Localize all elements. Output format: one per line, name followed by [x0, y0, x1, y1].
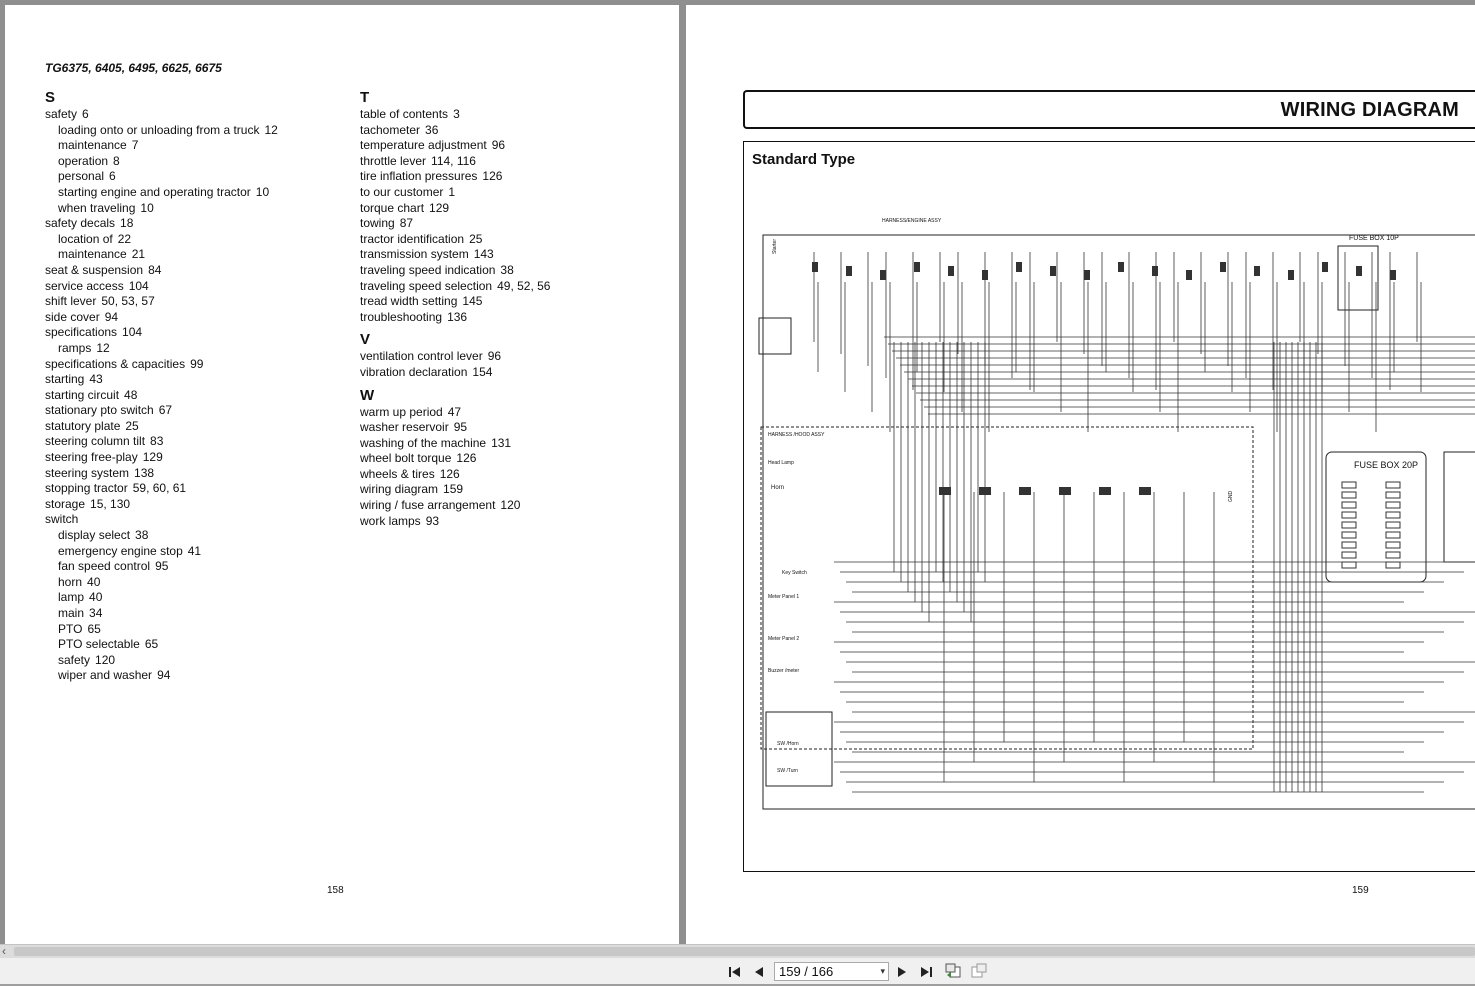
index-term: side cover	[45, 309, 100, 324]
connector	[1152, 266, 1158, 276]
key-switch-label: Key Switch	[782, 570, 807, 576]
index-entry[interactable]	[360, 263, 660, 279]
index-term: when traveling	[58, 200, 136, 215]
index-entry[interactable]	[360, 279, 660, 295]
index-entry[interactable]	[360, 107, 660, 123]
index-entry[interactable]	[45, 372, 345, 388]
index-letter-heading: W	[360, 386, 375, 404]
scrollbar-thumb[interactable]	[14, 947, 1475, 956]
fuse-box-10p-label: FUSE BOX 10P	[1349, 235, 1399, 242]
index-page-ref[interactable]: 1	[448, 184, 456, 199]
fuse-slot	[1342, 562, 1356, 568]
forward-view-icon	[970, 963, 988, 979]
index-page-ref[interactable]: 3	[453, 107, 460, 121]
index-term: wiper and washer	[58, 668, 153, 683]
index-term: steering column tilt	[45, 434, 146, 449]
connector	[1139, 487, 1151, 495]
index-page-ref[interactable]: 6	[82, 107, 89, 121]
index-term: PTO	[58, 621, 83, 636]
index-page-ref[interactable]: 120	[500, 498, 521, 513]
index-subentry[interactable]	[45, 544, 345, 560]
index-term: PTO selectable	[58, 637, 140, 652]
index-page-ref[interactable]: 99	[190, 356, 204, 371]
index-entry[interactable]	[45, 310, 345, 326]
fuse-slot	[1342, 512, 1356, 518]
index-entry[interactable]	[45, 357, 345, 373]
index-term: table of contents	[360, 107, 449, 121]
index-term: ramps	[58, 340, 92, 355]
last-page-button[interactable]	[917, 963, 935, 981]
index-entry[interactable]	[45, 450, 345, 466]
connector	[1059, 487, 1071, 495]
sw-horn-label: SW /Horn	[777, 741, 799, 747]
connector	[1356, 266, 1362, 276]
connector	[1322, 262, 1328, 272]
index-term: fan speed control	[58, 559, 151, 574]
index-entry[interactable]	[360, 482, 660, 498]
index-term: horn	[58, 574, 83, 589]
index-column-s	[45, 89, 345, 684]
fuse-slot	[1386, 512, 1400, 518]
index-entry[interactable]	[45, 388, 345, 404]
index-term: warm up period	[360, 404, 443, 419]
index-term: torque chart	[360, 200, 425, 215]
index-subentry[interactable]	[45, 606, 345, 622]
index-subentry[interactable]	[45, 341, 345, 357]
index-page-ref[interactable]: 154	[472, 364, 493, 379]
index-page-ref[interactable]: 38	[500, 262, 514, 277]
index-entry[interactable]	[360, 185, 660, 201]
index-page-ref[interactable]: 50, 53, 57	[101, 294, 155, 309]
index-page-ref[interactable]: 36	[425, 122, 439, 137]
index-term: towing	[360, 216, 395, 231]
index-term: loading onto or unloading from a truck	[58, 122, 260, 137]
connector	[1220, 262, 1226, 272]
index-entry[interactable]	[45, 434, 345, 450]
last-page-icon	[917, 963, 935, 981]
index-entry[interactable]	[45, 403, 345, 419]
index-term: main	[58, 606, 85, 620]
index-page-ref[interactable]: 22	[117, 231, 132, 246]
index-page-ref[interactable]: 84	[148, 262, 162, 277]
starter-label: Starter	[772, 238, 778, 254]
fuse-slot	[1342, 552, 1356, 558]
index-term: specifications	[45, 325, 118, 340]
right-module-box	[1444, 452, 1475, 562]
index-term: starting engine and operating tractor	[58, 184, 251, 199]
connector	[1288, 270, 1294, 280]
index-subentry[interactable]	[45, 668, 345, 684]
index-term: steering free-play	[45, 450, 138, 465]
index-entry[interactable]	[45, 216, 345, 232]
fuse-slot	[1342, 522, 1356, 528]
index-subentry[interactable]	[45, 201, 345, 217]
index-page-ref[interactable]: 7	[131, 138, 139, 153]
index-page-ref[interactable]: 126	[482, 169, 503, 184]
index-page-ref[interactable]: 41	[187, 543, 202, 558]
index-page-ref[interactable]: 136	[447, 309, 468, 324]
index-term: transmission system	[360, 247, 469, 262]
fuse-box-20p-outline	[1326, 452, 1426, 582]
index-term: shift lever	[45, 294, 97, 309]
index-term: storage	[45, 496, 86, 511]
index-term: stationary pto switch	[45, 403, 154, 418]
index-page-ref[interactable]: 126	[439, 466, 460, 481]
index-term: washer reservoir	[360, 420, 449, 435]
index-term: wheels & tires	[360, 466, 435, 481]
connector	[1186, 270, 1192, 280]
index-entry[interactable]	[360, 405, 660, 421]
index-entry[interactable]	[360, 467, 660, 483]
index-subentry[interactable]	[45, 622, 345, 638]
index-term: tire inflation pressures	[360, 169, 478, 184]
index-page-ref[interactable]: 25	[125, 418, 139, 433]
index-entry[interactable]	[360, 247, 660, 263]
index-term: troubleshooting	[360, 309, 443, 324]
next-page-icon	[893, 963, 911, 981]
index-term: stopping tractor	[45, 481, 128, 496]
index-term: maintenance	[58, 247, 127, 262]
index-term: personal	[58, 169, 105, 184]
index-page-ref[interactable]: 21	[131, 247, 146, 262]
connector	[1084, 270, 1090, 280]
fuse-slot	[1342, 542, 1356, 548]
index-term: washing of the machine	[360, 435, 487, 450]
index-term: seat & suspension	[45, 262, 144, 277]
index-subentry[interactable]	[45, 637, 345, 653]
index-term: safety	[58, 652, 91, 667]
index-page-ref[interactable]: 129	[429, 200, 450, 215]
index-subentry[interactable]	[45, 247, 345, 263]
index-entry[interactable]	[45, 294, 345, 310]
index-entry[interactable]	[360, 216, 660, 232]
index-term: wheel bolt torque	[360, 451, 452, 466]
fuse-slot	[1386, 552, 1400, 558]
connector	[812, 262, 818, 272]
connector	[880, 270, 886, 280]
index-term: lamp	[58, 590, 85, 605]
connector	[1390, 270, 1396, 280]
page-159	[686, 5, 1475, 944]
index-page-ref[interactable]: 38	[135, 528, 149, 543]
index-entry[interactable]	[360, 498, 660, 514]
index-subentry[interactable]	[45, 123, 345, 139]
connector	[948, 266, 954, 276]
index-page-ref[interactable]: 94	[157, 668, 171, 683]
index-page-ref[interactable]: 40	[89, 590, 103, 605]
index-entry[interactable]	[360, 232, 660, 248]
index-entry[interactable]	[360, 349, 660, 365]
index-subentry[interactable]	[45, 169, 345, 185]
index-page-ref[interactable]: 34	[89, 606, 103, 620]
page-158	[5, 5, 679, 944]
index-term: operation	[58, 153, 109, 168]
index-entry[interactable]	[45, 263, 345, 279]
fuse-slot	[1386, 532, 1400, 538]
index-entry[interactable]	[360, 436, 660, 452]
index-entry[interactable]	[45, 497, 345, 513]
index-term: service access	[45, 278, 124, 293]
index-page-ref[interactable]: 129	[142, 450, 163, 465]
page-number: 159	[1352, 885, 1369, 896]
index-entry[interactable]	[45, 325, 345, 341]
index-subentry[interactable]	[45, 138, 345, 154]
harness-hood-label: HARNESS /HOOD ASSY	[768, 432, 825, 438]
chevron-down-icon: ▾	[880, 966, 885, 976]
index-term: safety decals	[45, 216, 116, 231]
index-entry[interactable]	[360, 514, 660, 530]
index-term: switch	[45, 512, 79, 527]
fuse-slot	[1386, 522, 1400, 528]
index-entry[interactable]	[360, 294, 660, 310]
index-page-ref[interactable]: 43	[89, 372, 103, 387]
connector	[1050, 266, 1056, 276]
head-lamp-label: Head Lamp	[768, 460, 794, 466]
index-page-ref[interactable]: 87	[399, 216, 414, 231]
index-term: tachometer	[360, 122, 421, 137]
gnd-label: GND	[1228, 490, 1234, 502]
index-letter-heading: T	[360, 89, 370, 106]
connector	[982, 270, 988, 280]
go-forward-view-button[interactable]	[970, 963, 988, 979]
index-subentry[interactable]	[45, 528, 345, 544]
connector	[846, 266, 852, 276]
page-select-dropdown[interactable]	[774, 962, 889, 981]
navigation-toolbar	[0, 958, 1475, 984]
connector	[979, 487, 991, 495]
index-term: emergency engine stop	[58, 543, 183, 558]
index-page-ref[interactable]: 131	[491, 435, 512, 450]
index-page-ref[interactable]: 59, 60, 61	[132, 481, 187, 496]
diagram-subtitle: Standard Type	[752, 151, 856, 168]
document-title: TG6375, 6405, 6495, 6625, 6675	[45, 61, 222, 75]
index-page-ref[interactable]: 47	[447, 404, 462, 419]
battery-box	[759, 318, 791, 354]
index-entry[interactable]	[360, 123, 660, 139]
index-subentry[interactable]	[45, 590, 345, 606]
index-page-ref[interactable]: 95	[453, 420, 468, 435]
index-page-ref[interactable]: 6	[109, 169, 116, 184]
index-entry[interactable]	[45, 107, 345, 123]
index-term: tread width setting	[360, 294, 458, 309]
index-page-ref[interactable]: 83	[150, 434, 164, 449]
index-page-ref[interactable]: 104	[122, 325, 143, 340]
index-subentry[interactable]	[45, 185, 345, 201]
index-page-ref[interactable]: 143	[473, 247, 494, 262]
index-term: maintenance	[58, 138, 127, 153]
connector	[1016, 262, 1022, 272]
index-page-ref[interactable]: 145	[462, 294, 483, 309]
fuse-slot	[1386, 492, 1400, 498]
index-subentry[interactable]	[45, 232, 345, 248]
index-term: starting	[45, 372, 85, 387]
back-view-icon	[944, 963, 962, 979]
harness-engine-label: HARNESS/ENGINE ASSY	[882, 218, 942, 224]
buzzer-meter-label: Buzzer /meter	[768, 668, 800, 674]
index-entry[interactable]	[360, 451, 660, 467]
index-page-ref[interactable]: 95	[155, 559, 169, 574]
connector	[1099, 487, 1111, 495]
index-page-ref[interactable]: 65	[144, 637, 159, 652]
index-term: throttle lever	[360, 153, 427, 168]
index-page-ref[interactable]: 25	[469, 231, 483, 246]
index-letter-heading: S	[45, 89, 56, 106]
previous-page-icon	[750, 963, 768, 981]
page-indicator: 159 / 166	[779, 964, 834, 979]
index-term: temperature adjustment	[360, 138, 487, 153]
index-page-ref[interactable]: 18	[120, 216, 134, 231]
index-term: safety	[45, 107, 78, 121]
connector	[1019, 487, 1031, 495]
index-subentry[interactable]	[45, 559, 345, 575]
index-entry[interactable]	[360, 154, 660, 170]
index-page-ref[interactable]: 96	[487, 349, 502, 364]
index-page-ref[interactable]: 49, 52, 56	[497, 278, 551, 293]
index-page-ref[interactable]: 12	[96, 340, 110, 355]
index-entry[interactable]	[45, 481, 345, 497]
fuse-slot	[1342, 492, 1356, 498]
index-entry[interactable]	[360, 138, 660, 154]
index-page-ref[interactable]: 126	[456, 451, 477, 466]
index-page-ref[interactable]: 120	[95, 652, 116, 667]
index-page-ref[interactable]: 67	[158, 403, 173, 418]
wiring-diagram-frame	[743, 141, 1475, 872]
index-term: starting circuit	[45, 387, 120, 402]
first-page-icon	[726, 963, 744, 981]
index-page-ref[interactable]: 96	[491, 138, 506, 153]
index-term: display select	[58, 528, 131, 543]
index-entry[interactable]	[45, 419, 345, 435]
index-column-tvw	[360, 89, 660, 529]
index-page-ref[interactable]: 93	[425, 513, 440, 528]
first-page-button[interactable]	[726, 963, 744, 981]
index-entry[interactable]	[360, 310, 660, 326]
section-title-bar	[743, 90, 1475, 129]
scroll-left-icon[interactable]: ‹	[2, 944, 6, 958]
fuse-slot	[1386, 542, 1400, 548]
index-term: wiring / fuse arrangement	[360, 498, 496, 513]
fuse-slot	[1386, 502, 1400, 508]
index-page-ref[interactable]: 12	[264, 122, 278, 137]
fuse-slot	[1342, 482, 1356, 488]
index-page-ref[interactable]: 104	[128, 278, 149, 293]
section-title: WIRING DIAGRAM	[1280, 99, 1459, 121]
horizontal-scrollbar[interactable]	[0, 944, 1475, 958]
index-entry[interactable]	[360, 169, 660, 185]
fuse-slot	[1386, 562, 1400, 568]
fuse-slot	[1342, 532, 1356, 538]
index-term: specifications & capacities	[45, 356, 186, 371]
connector	[939, 487, 951, 495]
index-subentry[interactable]	[45, 653, 345, 669]
index-term: tractor identification	[360, 231, 465, 246]
index-term: vibration declaration	[360, 364, 468, 379]
index-term: wiring diagram	[360, 482, 439, 497]
index-page-ref[interactable]: 10	[255, 184, 270, 199]
connector	[1254, 266, 1260, 276]
index-term: to our customer	[360, 184, 444, 199]
fuse-box-20p-label: FUSE BOX 20P	[1354, 460, 1419, 470]
previous-page-button[interactable]	[750, 963, 768, 981]
index-subentry[interactable]	[45, 154, 345, 170]
index-entry[interactable]	[45, 512, 345, 528]
index-entry[interactable]	[360, 201, 660, 217]
wiring-diagram	[744, 142, 1475, 873]
connector	[1118, 262, 1124, 272]
index-entry[interactable]	[360, 420, 660, 436]
index-term: work lamps	[360, 513, 421, 528]
index-page-ref[interactable]: 48	[124, 387, 138, 402]
index-term: traveling speed indication	[360, 262, 496, 277]
fuse-slot	[1342, 502, 1356, 508]
index-term: ventilation control lever	[360, 349, 483, 364]
index-entry[interactable]	[360, 365, 660, 381]
index-page-ref[interactable]: 159	[443, 482, 464, 497]
next-page-button[interactable]	[893, 963, 911, 981]
index-term: traveling speed selection	[360, 278, 493, 293]
connector	[914, 262, 920, 272]
index-page-ref[interactable]: 94	[104, 309, 119, 324]
index-entry[interactable]	[45, 466, 345, 482]
index-page-ref[interactable]: 65	[87, 621, 101, 636]
index-page-ref[interactable]: 15, 130	[90, 496, 131, 511]
index-page-ref[interactable]: 138	[134, 465, 155, 480]
sw-turn-label: SW /Turn	[777, 768, 798, 774]
horn-label: Horn	[771, 485, 785, 491]
index-term: statutory plate	[45, 418, 121, 433]
index-term: location of	[58, 231, 113, 246]
index-page-ref[interactable]: 40	[87, 574, 101, 589]
index-letter-heading: V	[360, 331, 371, 349]
meter-panel-2-label: Meter Panel 2	[768, 636, 800, 642]
go-back-view-button[interactable]	[944, 963, 962, 979]
index-page-ref[interactable]: 114, 116	[431, 153, 476, 168]
page-number: 158	[327, 885, 344, 896]
index-term: steering system	[45, 465, 130, 480]
fuse-slot	[1386, 482, 1400, 488]
diagram-outer-border	[763, 235, 1475, 809]
index-page-ref[interactable]: 8	[113, 153, 120, 168]
index-page-ref[interactable]: 10	[140, 200, 154, 215]
meter-panel-1-label: Meter Panel 1	[768, 594, 800, 600]
index-entry[interactable]	[45, 279, 345, 295]
index-subentry[interactable]	[45, 575, 345, 591]
hood-harness-box	[761, 427, 1253, 749]
